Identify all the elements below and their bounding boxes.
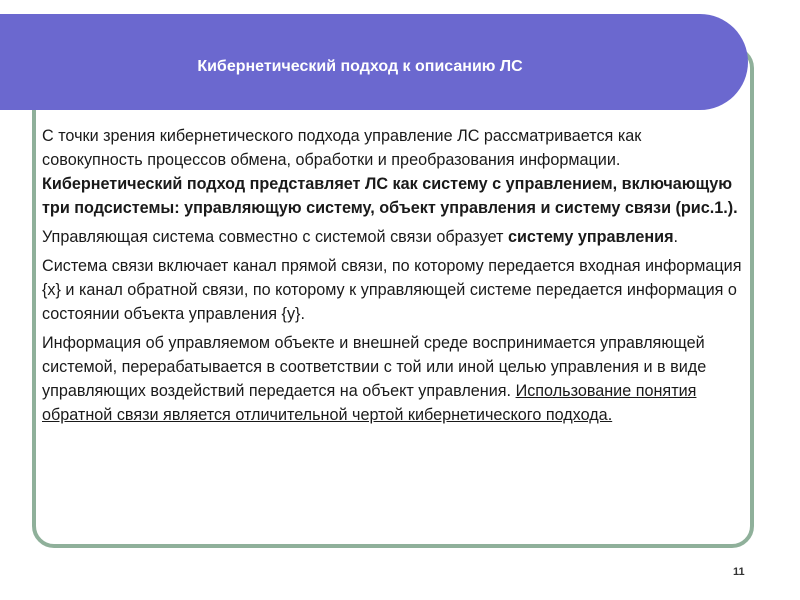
paragraph-2-bold-text: систему управления	[507, 228, 674, 246]
slide-body	[42, 124, 742, 432]
title-bar	[0, 14, 748, 110]
paragraph-2-text: Управляющая система совместно с системой связи образует	[42, 228, 508, 246]
paragraph-3	[42, 254, 742, 326]
paragraph-4-text: Информация об управляемом объекте и внешней среде воспринимается управляющей системой, перерабатывается в соответствии с той или иной целью управления и в виде управляющих воздействий передается на объект управления.	[42, 334, 707, 400]
paragraph-4	[42, 331, 742, 427]
slide-title: Кибернетический подход к описанию ЛС	[197, 58, 523, 75]
title-underline	[56, 118, 708, 120]
paragraph-1-bold-text: Кибернетический подход представляет ЛС как систему с управлением, включающую три подсистемы: управляющую систему, объект управления и систему связи (рис.1.).	[42, 175, 738, 217]
page-number: 11	[733, 566, 745, 578]
paragraph-4-underlined-text: Использование понятия обратной связи является отличительной чертой кибернетического подхода.	[42, 382, 697, 424]
paragraph-1-text: С точки зрения кибернетического подхода управление ЛС рассматривается как совокупность процессов обмена, обработки и преобразования информации.	[42, 127, 642, 169]
paragraph-2	[42, 225, 742, 249]
paragraph-2-end: .	[673, 228, 679, 246]
paragraph-1	[42, 124, 742, 220]
paragraph-3-text: Система связи включает канал прямой связи, по которому передается входная информация {x} и канал обратной связи, по которому к управляющей системе передается информация о состоянии объекта управления {y}.	[42, 257, 742, 323]
